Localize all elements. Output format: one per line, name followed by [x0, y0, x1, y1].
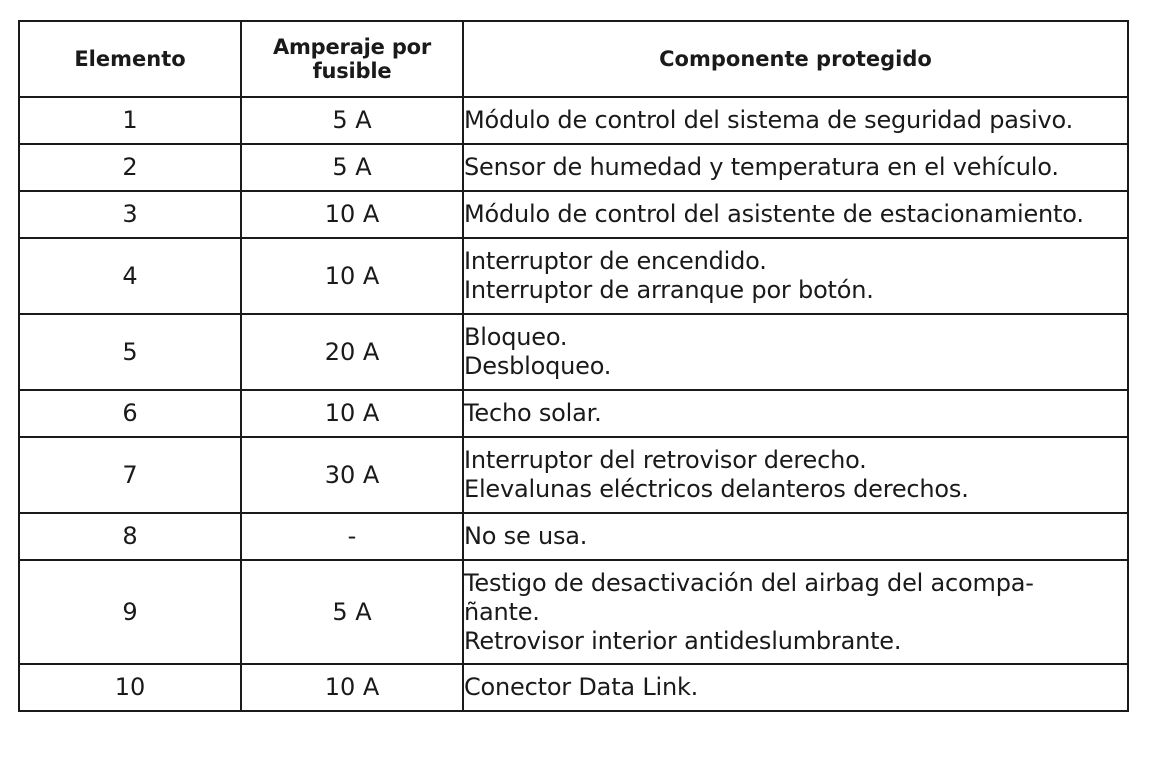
cell-element: [19, 191, 241, 238]
table-row: [19, 314, 1128, 390]
cell-amperage: [241, 390, 463, 437]
element-number: 1: [122, 106, 138, 134]
element-number: 8: [122, 522, 138, 550]
cell-element: [19, 560, 241, 664]
header-amperage: [241, 21, 463, 97]
amperage-value: 10 A: [324, 673, 380, 701]
component-line: Retrovisor interior antideslumbrante.: [464, 626, 902, 655]
cell-amperage: [241, 314, 463, 390]
component-line: Conector Data Link.: [464, 673, 699, 701]
element-number: 10: [114, 673, 146, 701]
cell-element: [19, 513, 241, 560]
component-line: Elevalunas eléctricos delanteros derechos.: [464, 475, 969, 503]
table-row: [19, 238, 1128, 314]
element-number: 3: [122, 200, 138, 228]
amperage-value: 10 A: [324, 399, 380, 427]
cell-element: [19, 144, 241, 191]
element-number: 2: [122, 153, 138, 181]
component-line: Testigo de desactivación del airbag del acompa-: [464, 568, 1034, 597]
amperage-value: 5 A: [332, 153, 372, 181]
header-component: [463, 21, 1128, 97]
element-number: 9: [122, 597, 138, 626]
cell-element: [19, 390, 241, 437]
header-component-label: Componente protegido: [659, 47, 932, 71]
header-element-label: Elemento: [74, 47, 186, 71]
cell-amperage: [241, 97, 463, 144]
cell-component: [463, 314, 1128, 390]
cell-amperage: [241, 144, 463, 191]
cell-amperage: [241, 191, 463, 238]
fuse-table: [18, 20, 1129, 712]
cell-element: [19, 437, 241, 513]
cell-amperage: [241, 664, 463, 711]
amperage-value: 10 A: [324, 261, 380, 290]
table-header-row: [19, 21, 1128, 97]
cell-element: [19, 314, 241, 390]
component-line: Interruptor de arranque por botón.: [464, 276, 874, 304]
cell-component: [463, 191, 1128, 238]
cell-component: [463, 238, 1128, 314]
table-row: [19, 560, 1128, 664]
component-line: Módulo de control del sistema de seguridad pasivo.: [464, 106, 1074, 134]
cell-amperage: [241, 238, 463, 314]
component-line: Desbloqueo.: [464, 352, 612, 380]
component-line: Módulo de control del asistente de estacionamiento.: [464, 200, 1084, 228]
table-row: [19, 513, 1128, 560]
cell-amperage: [241, 560, 463, 664]
component-line: Techo solar.: [464, 399, 602, 427]
cell-component: [463, 664, 1128, 711]
table-row: [19, 437, 1128, 513]
table-row: [19, 144, 1128, 191]
cell-component: [463, 560, 1128, 664]
element-number: 7: [122, 460, 138, 489]
cell-element: [19, 664, 241, 711]
header-amperage-line2: fusible: [312, 59, 392, 83]
amperage-value: 30 A: [324, 460, 380, 489]
cell-element: [19, 97, 241, 144]
cell-amperage: [241, 513, 463, 560]
component-line: Interruptor del retrovisor derecho.: [464, 446, 867, 474]
amperage-value: 10 A: [324, 200, 380, 228]
header-element: [19, 21, 241, 97]
table-row: [19, 191, 1128, 238]
cell-element: [19, 238, 241, 314]
table-row: [19, 97, 1128, 144]
component-line: Sensor de humedad y temperatura en el vehículo.: [464, 153, 1059, 181]
cell-component: [463, 390, 1128, 437]
cell-component: [463, 513, 1128, 560]
element-number: 5: [122, 337, 138, 366]
component-line: No se usa.: [464, 522, 588, 550]
element-number: 6: [122, 399, 138, 427]
amperage-value: 5 A: [332, 597, 372, 626]
element-number: 4: [122, 261, 138, 290]
header-amperage-line1: Amperaje por: [272, 35, 432, 59]
cell-amperage: [241, 437, 463, 513]
cell-component: [463, 97, 1128, 144]
table-row: [19, 390, 1128, 437]
amperage-value: -: [347, 522, 357, 550]
table-row: [19, 664, 1128, 711]
component-line: ñante.: [464, 597, 540, 626]
amperage-value: 20 A: [324, 337, 380, 366]
cell-component: [463, 144, 1128, 191]
component-line: Interruptor de encendido.: [464, 247, 767, 275]
cell-component: [463, 437, 1128, 513]
component-line: Bloqueo.: [464, 323, 568, 351]
amperage-value: 5 A: [332, 106, 372, 134]
